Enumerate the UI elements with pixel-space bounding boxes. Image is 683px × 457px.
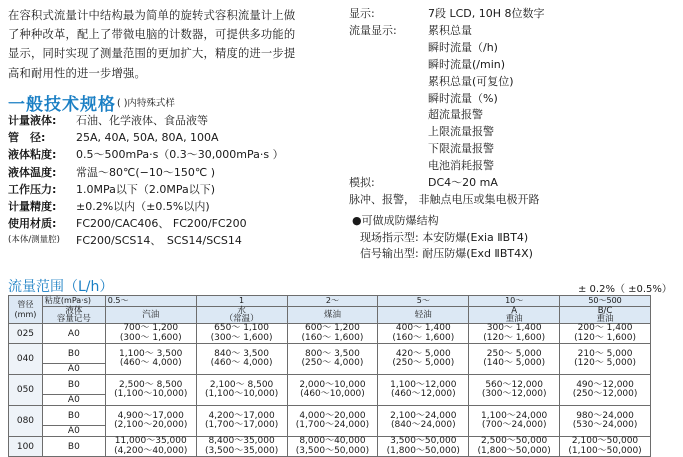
display-label <box>349 141 428 158</box>
flow-range-table <box>8 295 651 457</box>
spec-value: 1.0MPa以下（2.0MPa以下) <box>76 182 216 196</box>
capacity-code-cell: A0 <box>42 364 105 375</box>
display-value: 瞬时流量（%) <box>428 91 498 105</box>
flow-range-standard: 1,100～24,000 <box>481 410 548 421</box>
code-header-label: 容量记号 <box>56 314 91 324</box>
flow-range-special: (160～ 1,600) <box>392 332 455 343</box>
fluid-name <box>378 307 469 324</box>
spec-row-viscosity <box>8 146 284 163</box>
size-header <box>9 296 43 324</box>
spec-value: 石油、化学液体、食品液等 <box>76 114 208 127</box>
display-label <box>349 74 428 91</box>
flow-row <box>9 324 651 344</box>
display-row <box>349 141 545 158</box>
flow-range-standard: 700～ 1,200 <box>123 323 179 334</box>
spec-label: 计量液体: <box>8 114 57 127</box>
display-row <box>349 40 545 57</box>
flow-range-special: (3,500～50,000) <box>295 445 370 456</box>
flow-range-special: (250～ 4,000) <box>301 358 364 368</box>
flow-range-cell <box>287 375 378 406</box>
spec-value: FC200/SCS14、 SCS14/SCS14 <box>76 234 242 248</box>
capacity-code-cell: B0 <box>42 375 105 395</box>
flow-range-standard: 2,100～50,000 <box>571 436 639 447</box>
viscosity-value: 0.5～ <box>105 296 196 307</box>
spec-value: FC200/CAC406、 FC200/FC200 <box>76 217 247 231</box>
flow-range-special: (250～ 5,000) <box>392 358 455 368</box>
flow-range-cell <box>469 344 560 375</box>
flow-range-standard: 2,100～ 8,500 <box>209 379 274 390</box>
flow-range-special: (1,100～10,000) <box>204 389 279 399</box>
flow-range-special: (3,500～35,000) <box>204 445 279 456</box>
flow-range-standard: 4,200～17,000 <box>208 410 275 421</box>
flow-range-cell <box>196 324 287 344</box>
flow-range-special: (140～ 5,000) <box>483 358 546 368</box>
display-label: 模拟: <box>349 176 375 190</box>
flow-range-special: (120～ 1,600) <box>483 332 546 343</box>
flow-range-standard: 11,000～35,000 <box>114 436 187 447</box>
pulse-row <box>349 192 545 209</box>
flow-range-special: (700～24,000) <box>481 420 547 430</box>
fluid-label: 汽油 <box>142 310 160 320</box>
option-line: 现场指示型: 本安防爆(Exia ⅡBT4) <box>360 230 529 244</box>
display-row <box>349 57 545 74</box>
flow-range-special: (250～12,000) <box>572 389 638 399</box>
flow-range-cell <box>469 375 560 406</box>
pipe-size-cell: 080 <box>9 406 43 437</box>
display-row <box>349 74 545 91</box>
display-row <box>349 107 545 124</box>
flow-range-standard: 210～ 5,000 <box>577 348 633 359</box>
flow-range-cell <box>378 324 469 344</box>
flow-range-standard: 400～ 1,400 <box>395 323 451 334</box>
flow-range-cell <box>560 406 651 437</box>
intro-line: 高和耐用性的进一步增强。 <box>8 66 146 80</box>
display-label: 显示: <box>349 7 375 20</box>
flow-range-special: (300～ 1,600) <box>210 332 273 343</box>
flow-range-cell <box>105 437 196 457</box>
flow-range-standard: 980～24,000 <box>576 410 634 421</box>
flow-range-standard: 3,500～50,000 <box>390 436 457 447</box>
display-row <box>349 23 545 40</box>
fluid-top: B/C <box>597 306 613 316</box>
spec-list <box>8 112 284 250</box>
display-value: 瞬时流量(/min) <box>428 57 506 71</box>
size-header-unit: (mm) <box>14 309 37 319</box>
display-label <box>349 124 428 141</box>
flow-range-standard: 2,500～50,000 <box>481 436 548 447</box>
spec-row-accuracy <box>8 198 284 215</box>
fluid-label: 重油 <box>596 314 614 324</box>
flow-range-special: (530～24,000) <box>572 420 638 430</box>
display-value: 瞬时流量（/h) <box>428 40 498 54</box>
flow-range-cell <box>105 324 196 344</box>
flow-range-cell <box>469 324 560 344</box>
flow-range-standard: 2,100～24,000 <box>390 410 457 421</box>
flow-range-cell <box>105 344 196 375</box>
display-label <box>349 91 428 108</box>
flow-row <box>9 375 651 395</box>
fluid-top: 水 <box>237 306 246 316</box>
capacity-code-cell: A0 <box>42 395 105 406</box>
flow-range-special: (460～ 4,000) <box>119 358 182 368</box>
viscosity-header-row <box>9 296 651 307</box>
spec-label: (本体/测量腔) <box>8 235 60 246</box>
flow-range-special: (120～ 1,600) <box>574 332 636 343</box>
pipe-size-cell: 100 <box>9 437 43 457</box>
spec-row-material <box>8 215 284 232</box>
pipe-size-cell: 025 <box>9 324 43 344</box>
capacity-code-cell: A0 <box>42 324 105 344</box>
flow-range-special: (2,100～20,000) <box>114 420 188 430</box>
spec-label: 计量精度: <box>8 200 57 214</box>
flow-range-standard: 560～12,000 <box>485 379 543 390</box>
flow-range-special: (1,700～17,000) <box>204 420 279 430</box>
display-row <box>349 124 545 141</box>
flow-range-cell <box>196 344 287 375</box>
capacity-code-cell: B0 <box>42 344 105 364</box>
flow-range-special: (840～24,000) <box>390 420 456 430</box>
pulse-text: 脉冲、报警， 非触点电压或集电极开路 <box>349 192 540 206</box>
fluid-label: （常温） <box>224 314 259 324</box>
flow-range-standard: 2,500～ 8,500 <box>119 379 183 390</box>
display-value: DC4～20 mA <box>428 176 498 190</box>
flow-range-standard: 4,900～17,000 <box>117 410 184 421</box>
display-label <box>349 57 428 74</box>
flow-range-cell <box>287 344 378 375</box>
viscosity-value: 2～ <box>287 296 378 307</box>
spec-section-note: ( )内特殊式样 <box>117 98 175 109</box>
flow-range-special: (300～12,000) <box>481 389 547 399</box>
flow-range-special: (460～12,000) <box>390 389 456 399</box>
fluid-label: 重油 <box>505 314 523 324</box>
flow-range-cell <box>469 406 560 437</box>
capacity-code-cell: A0 <box>42 426 105 437</box>
display-value: 累积总量(可复位) <box>428 74 514 88</box>
spec-value: 常温～80℃(−10～150℃ ) <box>76 165 215 179</box>
flow-range-cell <box>560 375 651 406</box>
flow-range-cell <box>378 375 469 406</box>
display-label: 流量显示: <box>349 23 397 37</box>
fluid-label: 轻油 <box>414 310 432 320</box>
flow-range-special: (120～ 5,000) <box>574 358 636 368</box>
flow-range-cell <box>560 437 651 457</box>
viscosity-value: 10～ <box>469 296 560 307</box>
flow-range-standard: 840～ 3,500 <box>214 348 269 359</box>
flow-range-standard: 800～ 3,500 <box>305 348 360 359</box>
flow-range-cell <box>378 406 469 437</box>
flow-range-cell <box>287 324 378 344</box>
flow-range-standard: 1,100～12,000 <box>390 379 457 390</box>
fluid-label: 煤油 <box>323 310 341 320</box>
fluid-header-row <box>9 307 651 324</box>
spec-row-diameter <box>8 129 284 146</box>
flow-range-special: (1,700～24,000) <box>295 420 370 430</box>
fluid-name <box>105 307 196 324</box>
flow-range-special: (160～ 1,600) <box>301 332 364 343</box>
display-row <box>349 175 545 192</box>
flow-range-standard: 300～ 1,400 <box>486 323 542 334</box>
flow-range-standard: 200～ 1,400 <box>577 323 633 334</box>
spec-row-liquid <box>8 112 284 129</box>
viscosity-value: 1 <box>196 296 287 307</box>
flow-range-standard: 8,400～35,000 <box>208 436 275 447</box>
flow-range-special: (1,100～50,000) <box>568 445 642 456</box>
flow-range-cell <box>560 324 651 344</box>
fluid-header <box>42 307 105 324</box>
flow-range-cell <box>378 344 469 375</box>
display-value: 7段 LCD, 10H 8位数字 <box>428 7 545 20</box>
spec-label: 液体温度: <box>8 165 57 179</box>
flow-row <box>9 406 651 426</box>
spec-label: 使用材质: <box>8 217 57 231</box>
display-value: 超流量报警 <box>428 108 483 122</box>
flow-range-cell <box>287 437 378 457</box>
display-value: 电池消耗报警 <box>428 159 494 173</box>
option-line: 信号输出型: 耐压防爆(Exd ⅡBT4X) <box>360 247 533 260</box>
flow-range-cell <box>287 406 378 437</box>
viscosity-header: 粘度(mPa·s) <box>42 296 105 307</box>
fluid-name <box>287 307 378 324</box>
flow-range-special: (1,800～50,000) <box>477 445 551 456</box>
spec-row-temperature <box>8 164 284 181</box>
spec-section-title: 一般技术规格 <box>8 95 116 115</box>
spec-row-pressure <box>8 181 284 198</box>
viscosity-value: 5～ <box>378 296 469 307</box>
flow-row <box>9 437 651 457</box>
flow-range-standard: 650～ 1,100 <box>214 323 269 334</box>
fluid-top: A <box>511 306 518 316</box>
display-spec-list <box>349 6 545 209</box>
spec-label: 液体粘度: <box>8 148 57 162</box>
intro-paragraph <box>8 6 333 83</box>
flow-range-standard: 2,000～10,000 <box>299 379 366 390</box>
flow-range-cell <box>196 406 287 437</box>
flow-range-cell <box>105 375 196 406</box>
fluid-name <box>560 307 651 324</box>
flow-range-special: (1,100～10,000) <box>114 389 188 399</box>
flow-range-special: (300～ 1,600) <box>119 332 182 343</box>
flow-range-special: (460～ 4,000) <box>210 358 273 368</box>
fluid-name <box>196 307 287 324</box>
flow-range-standard: 420～ 5,000 <box>395 348 451 359</box>
display-row <box>349 6 545 23</box>
display-value: 下限流量报警 <box>428 142 494 156</box>
flow-table-body <box>9 324 651 457</box>
flow-range-special: (460～10,000) <box>300 389 365 399</box>
flow-range-standard: 250～ 5,000 <box>486 348 542 359</box>
flow-range-standard: 1,100～ 3,500 <box>119 348 183 359</box>
viscosity-value: 50～500 <box>560 296 651 307</box>
pipe-size-cell: 050 <box>9 375 43 406</box>
flow-range-standard: 4,000～20,000 <box>299 410 366 421</box>
flow-range-special: (1,800～50,000) <box>386 445 460 456</box>
flow-range-standard: 8,000～40,000 <box>299 436 366 447</box>
display-label <box>349 107 428 124</box>
display-row <box>349 91 545 108</box>
flow-range-cell <box>560 344 651 375</box>
explosion-proof-option <box>352 213 533 263</box>
flow-range-standard: 490～12,000 <box>576 379 634 390</box>
display-label <box>349 158 428 175</box>
intro-line: 在容积式流量计中结构最为简单的旋转式容积流量计上做 <box>8 9 296 22</box>
display-row <box>349 158 545 175</box>
spec-value: ±0.2%以内（±0.5%以内) <box>76 200 210 214</box>
display-value: 累积总量 <box>428 23 472 37</box>
flow-range-title: 流量范围（L/h） <box>8 279 114 295</box>
spec-label: 工作压力: <box>8 182 57 196</box>
spec-label: 管 径: <box>8 131 46 145</box>
flow-range-cell <box>196 375 287 406</box>
fluid-header-label: 液体 <box>65 306 83 316</box>
intro-line: 显示，同时实现了测量范围的更加扩大，精度的进一步提 <box>8 47 296 61</box>
flow-range-standard: 600～ 1,200 <box>305 323 360 334</box>
option-head: ●可做成防爆结构 <box>352 214 439 227</box>
size-header-label: 管径 <box>17 299 34 309</box>
flow-range-cell <box>469 437 560 457</box>
intro-line: 了种种改革，配上了带微电脑的计数器，可提供多功能的 <box>8 28 296 42</box>
capacity-code-cell: B0 <box>42 406 105 426</box>
flow-range-cell <box>105 406 196 437</box>
fluid-name <box>469 307 560 324</box>
flow-row <box>9 344 651 364</box>
capacity-code-cell: B0 <box>42 437 105 457</box>
display-value: 上限流量报警 <box>428 125 494 139</box>
flow-accuracy: ± 0.2%（ ±0.5%） <box>578 284 672 295</box>
flow-range-cell <box>196 437 287 457</box>
spec-row-material-2 <box>8 232 284 249</box>
spec-value: 0.5～500mPa·s（0.3～30,000mPa·s ） <box>76 148 284 162</box>
spec-value: 25A, 40A, 50A, 80A, 100A <box>76 131 219 145</box>
flow-range-special: (4,200～40,000) <box>114 445 188 456</box>
pipe-size-cell: 040 <box>9 344 43 375</box>
flow-range-cell <box>378 437 469 457</box>
display-label <box>349 40 428 57</box>
